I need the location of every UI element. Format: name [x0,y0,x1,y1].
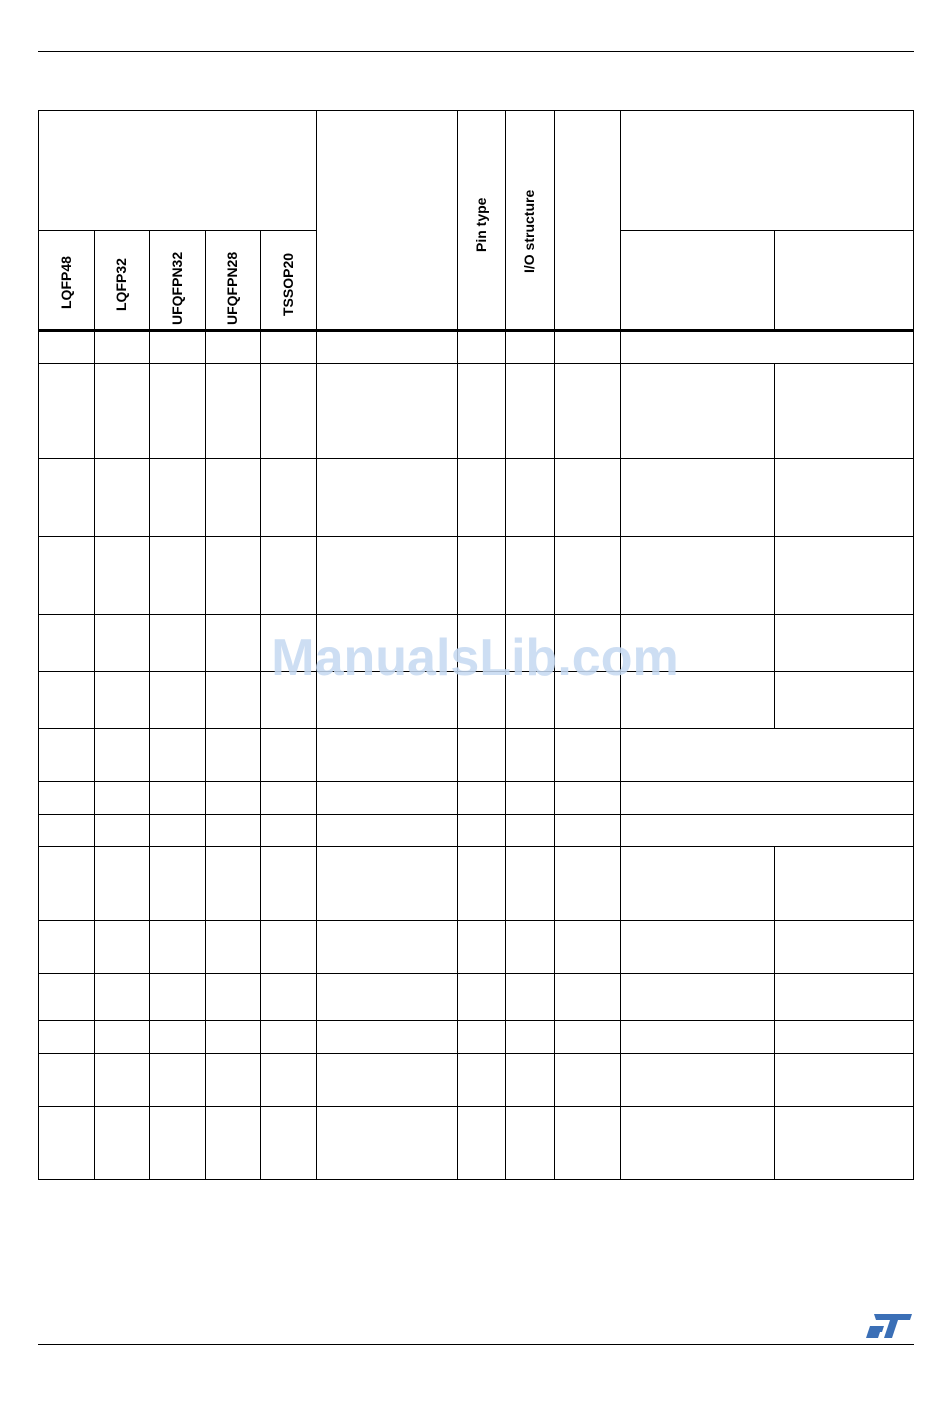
table-top-border [38,110,914,111]
st-logo-icon [866,1312,914,1340]
function-subcolumn-rule [774,614,775,671]
package-column-rule [205,230,206,1180]
table-row-rule [38,536,914,537]
table-row-rule [38,671,914,672]
table-row-rule [38,1106,914,1107]
footer-rule [38,1344,914,1345]
table-row-rule [38,781,914,782]
package-column-rule [94,230,95,1180]
header-io-structure: I/O structure [521,189,537,273]
function-subcolumn-rule [774,536,775,614]
header-package-ufqfpn32: UFQFPN32 [169,251,185,325]
table-row-rule [38,614,914,615]
watermark: ManualsLib.com [271,629,679,687]
function-subcolumn-rule [774,671,775,728]
header-package-divider [38,230,316,231]
function-subcolumn-rule [774,1106,775,1180]
table-row-rule [38,814,914,815]
function-subcolumn-rule [774,973,775,1020]
function-subcolumn-rule [774,920,775,973]
header-package-lqfp48: LQFP48 [58,256,74,309]
table-row-rule [38,1053,914,1054]
header-package-tssop20: TSSOP20 [280,252,296,316]
function-subcolumn-rule [774,846,775,920]
header-package-lqfp32: LQFP32 [113,258,129,311]
header-rule [38,51,914,52]
function-subcolumn-rule [774,458,775,536]
package-column-rule [260,230,261,1180]
function-subcolumn-rule [774,1020,775,1053]
table-row-rule [38,363,914,364]
table-row-rule [38,458,914,459]
table-bottom-border [38,1179,914,1180]
header-bottom-rule [38,329,914,332]
table-row-rule [38,920,914,921]
table-row-rule [38,973,914,974]
table-row-rule [38,846,914,847]
header-function-divider [620,230,914,231]
function-subcolumn-rule [774,230,775,330]
header-pin-type: Pin type [473,197,489,252]
function-subcolumn-rule [774,363,775,458]
header-package-ufqfpn28: UFQFPN28 [224,251,240,325]
pin-description-table [38,110,914,1180]
package-column-rule [149,230,150,1180]
function-subcolumn-rule [774,1053,775,1106]
table-row-rule [38,728,914,729]
table-row-rule [38,1020,914,1021]
